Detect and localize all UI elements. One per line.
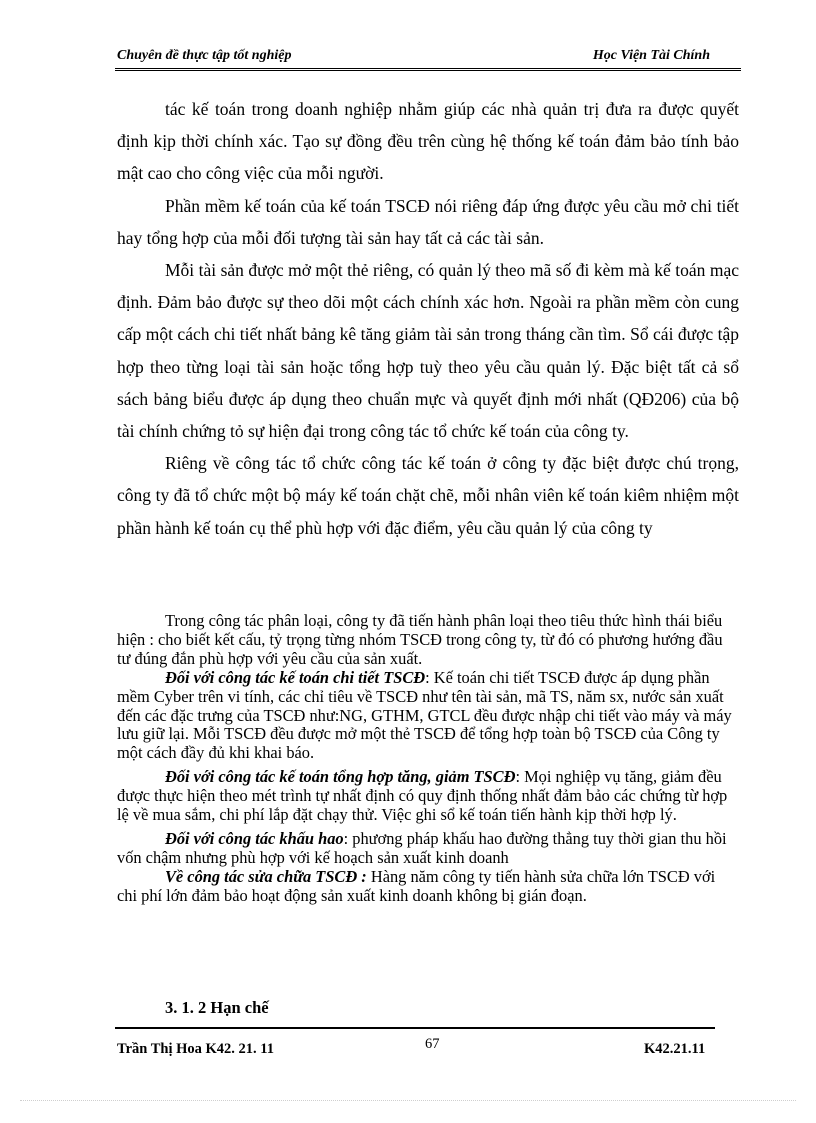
paragraph [117, 868, 739, 906]
page-boundary-dotted-line [20, 1100, 796, 1101]
paragraph: Phần mềm kế toán của kế toán TSCĐ nói riêng đáp ứng được yêu cầu mở chi tiết hay tổng hợp của mỗi đối tượng tài sản hay tất cả các tài sản. [117, 195, 739, 248]
paragraph-body: Hàng năm công ty tiến hành sửa chữa lớn TSCĐ với chi phí lớn đảm bảo hoạt động sản xuất kinh doanh không bị gián đoạn. [117, 866, 716, 905]
paragraph-body: : Mọi nghiệp vụ tăng, giảm đều được thực hiện theo mét trình tự nhất định có quy định thống nhất đảm bảo các chứng từ hợp lệ về mua sắm, chi phí lắp đặt chạy thử. Việc ghi sổ kế toán tiến hành kịp thời hợp lý. [117, 767, 728, 825]
page-number: 67 [425, 1036, 440, 1052]
header-rule [115, 68, 741, 69]
paragraph [117, 669, 739, 764]
paragraph: Mỗi tài sản được mở một thẻ riêng, có quản lý theo mã số đi kèm mà kế toán mạc định. Đảm bảo được sự theo dõi một cách chính xác hơn. Ngoài ra phần mềm còn cung cấp một cách chi tiết nhất bảng kê tăng giảm tài sản trong tháng cần tìm. Sổ cái được tập hợp theo từng loại tài sản hoặc tổng hợp tuỳ theo yêu cầu quản lý. Đặc biệt tất cả sổ sách bảng biểu được áp dụng theo chuẩn mực và quyết định mới nhất (QĐ206) của bộ tài chính chứng tỏ sự hiện đại trong công tác tổ chức kế toán của công ty. [117, 260, 739, 442]
paragraph: Trong công tác phân loại, công ty đã tiến hành phân loại theo tiêu thức hình thái biểu hiện : cho biết kết cấu, tỷ trọng từng nhóm TSCĐ trong công ty, từ đó có phương hướng đầu tư đúng đắn phù hợp với yêu cầu của sản xuất. [117, 611, 723, 668]
paragraph [117, 830, 739, 868]
lower-body-text [117, 612, 739, 906]
paragraph-body: : phương pháp khấu hao đường thẳng tuy thời gian thu hồi vốn chậm nhưng phù hợp với kế hoạch sản xuất kinh doanh [117, 828, 727, 867]
paragraph-body: : Kế toán chi tiết TSCĐ được áp dụng phần mềm Cyber trên vi tính, các chỉ tiêu về TSCĐ như tên tài sản, mã TS, năm sx, nước sản xuất đến các đặc trưng của TSCĐ như:NG, GTHM, GTCL đều được nhập chi tiết vào máy và máy lưu giữ lại. Mỗi TSCĐ đều được mở một thẻ TSCĐ để tổng hợp toàn bộ TSCĐ của Công ty một cách đầy đủ khi khai báo. [117, 667, 732, 763]
paragraph-lead: Đối với công tác kế toán tổng hợp tăng, giảm TSCĐ [165, 767, 516, 787]
paragraph-lead: Đối với công tác khấu hao [165, 828, 344, 848]
header-left-title: Chuyên đề thực tập tốt nghiệp [117, 48, 292, 63]
paragraph-lead: Đối với công tác kế toán chi tiết TSCĐ [165, 667, 426, 687]
paragraph [117, 768, 739, 825]
upper-body-text [117, 93, 739, 544]
section-heading: 3. 1. 2 Hạn chế [165, 998, 269, 1017]
footer-class-code: K42.21.11 [644, 1041, 706, 1057]
paragraph: Riêng về công tác tổ chức công tác kế toán ở công ty đặc biệt được chú trọng, công ty đã tổ chức một bộ máy kế toán chặt chẽ, mỗi nhân viên kế toán kiêm nhiệm một phần hành kế toán cụ thể phù hợp với đặc điểm, yêu cầu quản lý của công ty [117, 453, 739, 538]
paragraph: tác kế toán trong doanh nghiệp nhằm giúp các nhà quản trị đưa ra được quyết định kịp thời chính xác. Tạo sự đồng đều trên cùng hệ thống kế toán đảm bảo tính bảo mật cao cho công việc của mỗi người. [117, 99, 739, 184]
header-right-title: Học Viện Tài Chính [592, 48, 710, 63]
header-rule-double [115, 70, 741, 71]
paragraph-lead: Về công tác sửa chữa TSCĐ : [165, 866, 367, 886]
footer-author: Trần Thị Hoa K42. 21. 11 [117, 1041, 274, 1057]
footer-rule [115, 1027, 715, 1029]
